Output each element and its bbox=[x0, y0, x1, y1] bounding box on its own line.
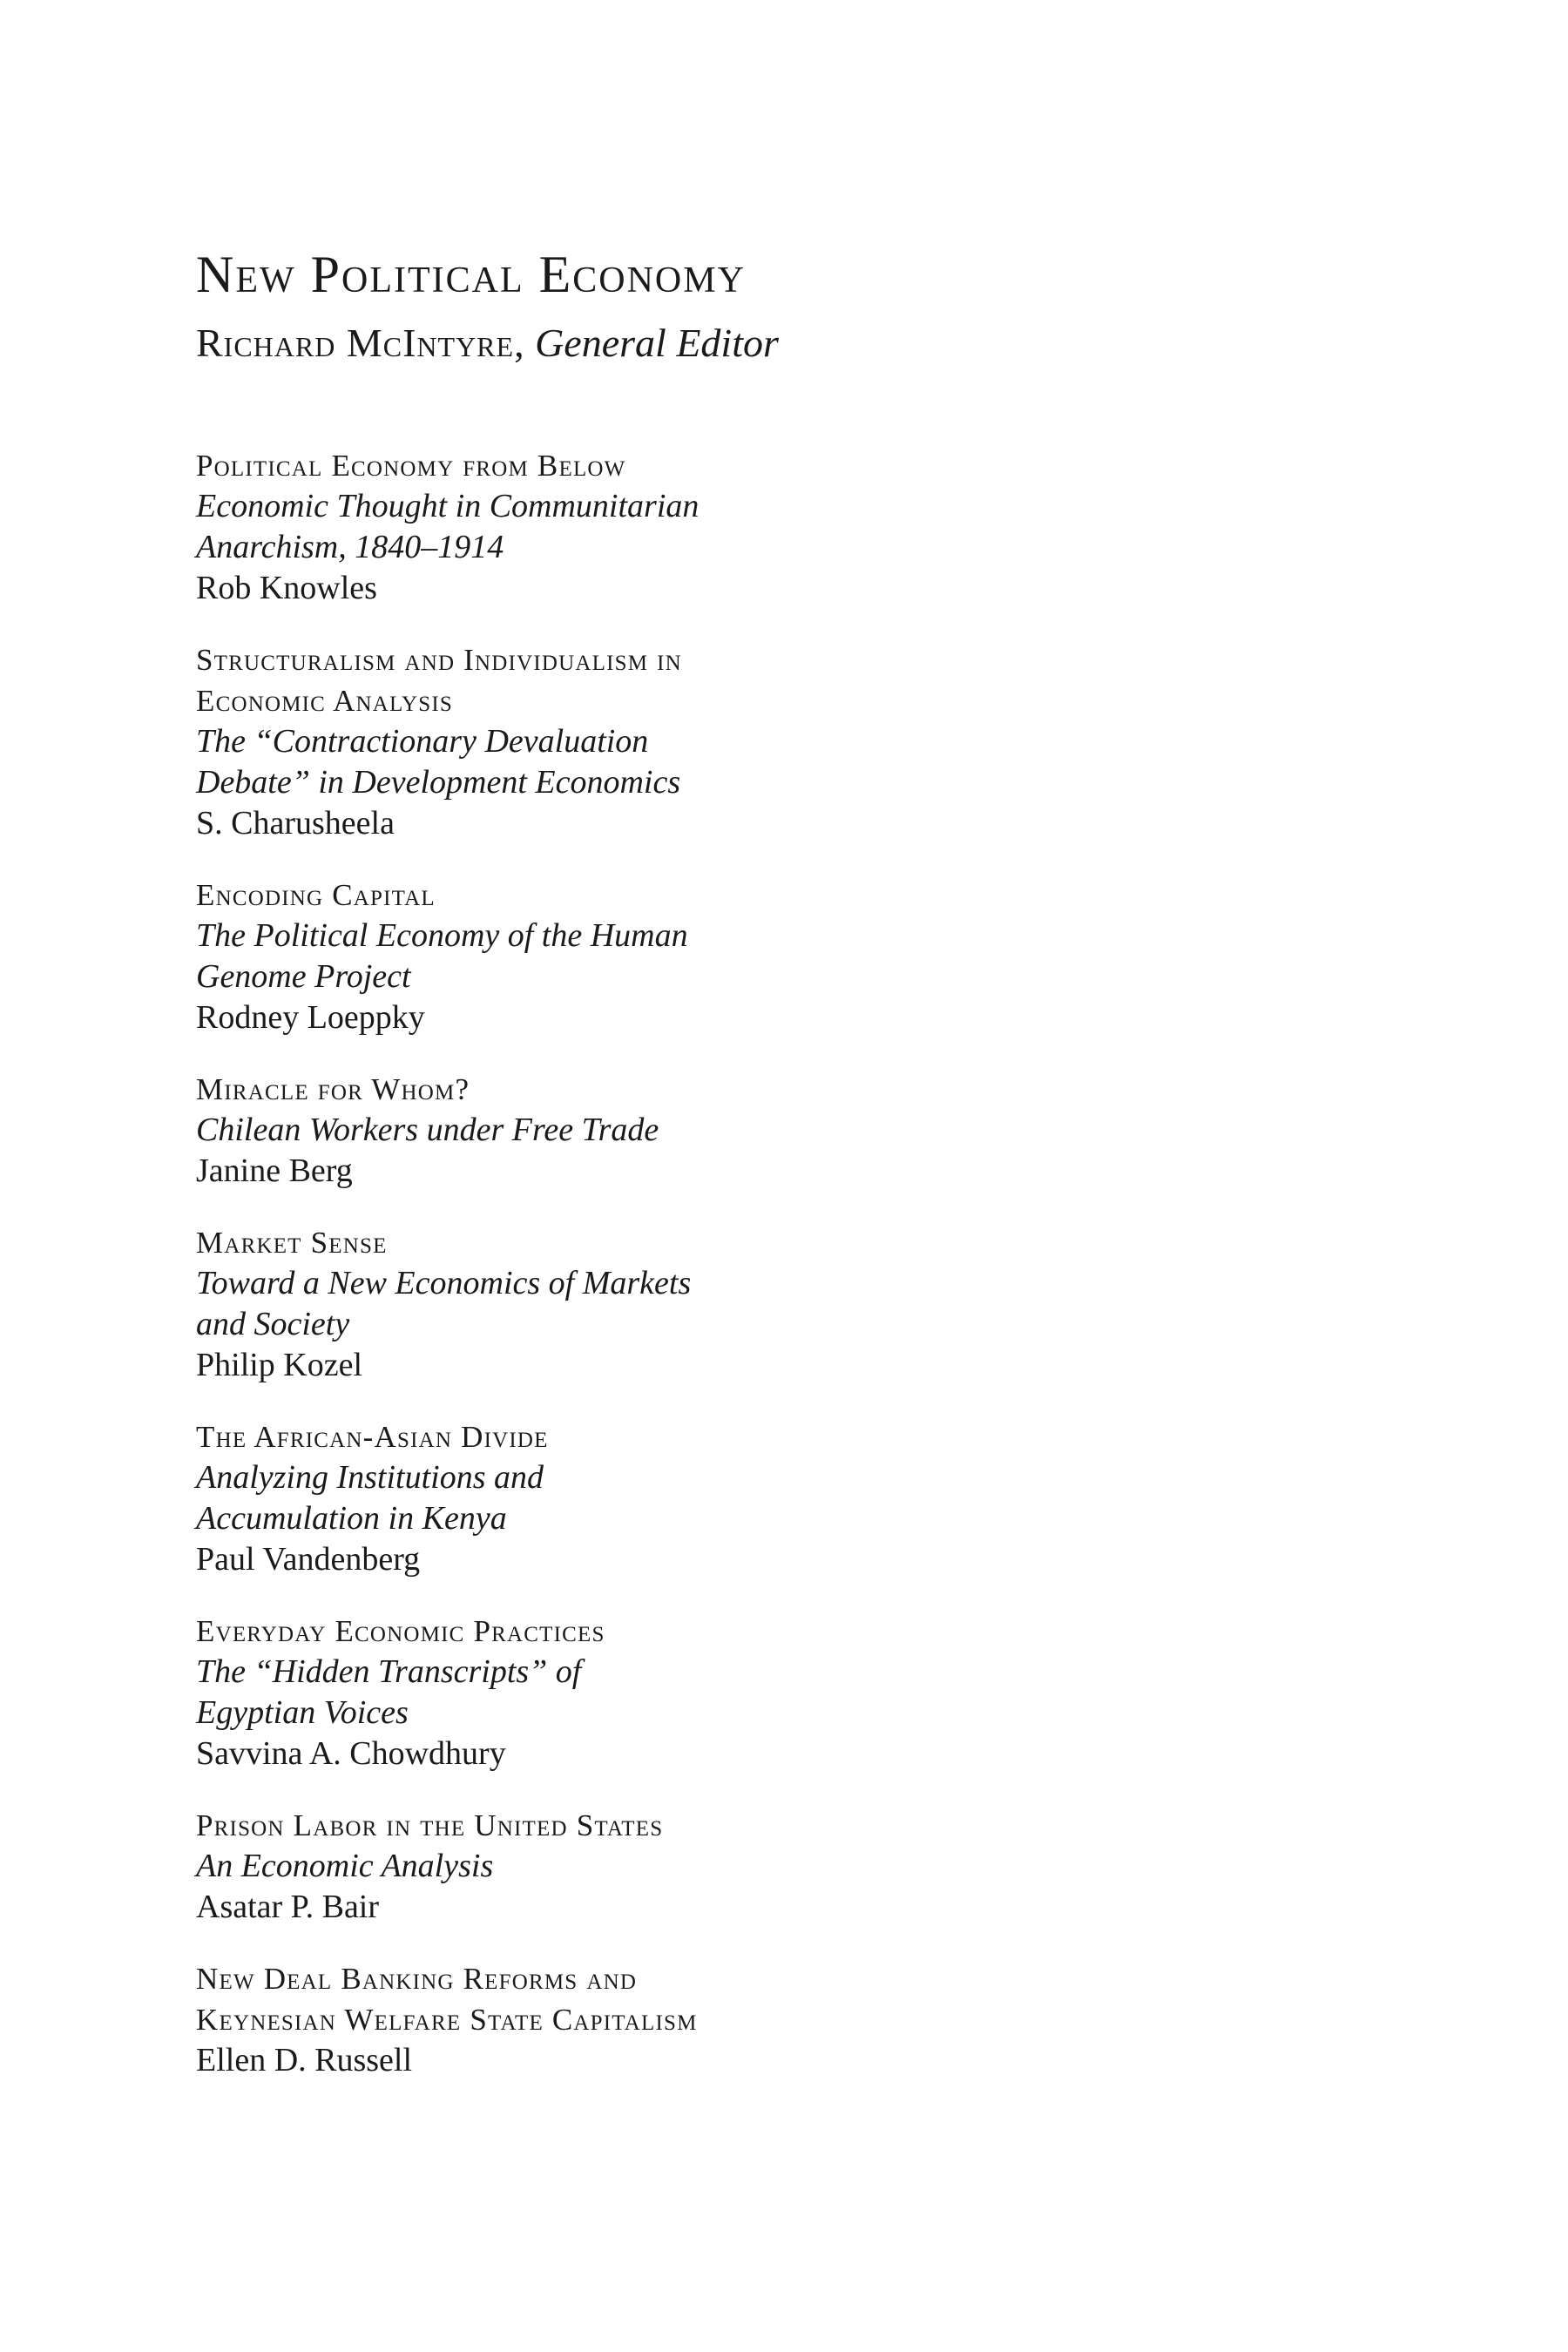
book-title-line: Keynesian Welfare State Capitalism bbox=[196, 2003, 698, 2038]
series-page bbox=[196, 246, 1372, 2112]
book-entry bbox=[196, 875, 1372, 1038]
editor-name: Richard McIntyre, bbox=[196, 321, 525, 365]
book-entry bbox=[196, 1958, 1372, 2081]
book-subtitle bbox=[196, 1652, 1372, 1734]
book-title bbox=[196, 1222, 1372, 1263]
book-subtitle-line: Chilean Workers under Free Trade bbox=[196, 1112, 659, 1149]
book-title bbox=[196, 1611, 1372, 1652]
book-subtitle-line: The “Hidden Transcripts” of bbox=[196, 1653, 582, 1691]
book-title-line: New Deal Banking Reforms and bbox=[196, 1962, 638, 1997]
book-entry bbox=[196, 1611, 1372, 1774]
book-author: Janine Berg bbox=[196, 1152, 353, 1190]
book-subtitle-line: Economic Thought in Communitarian bbox=[196, 488, 700, 525]
book-entry bbox=[196, 1222, 1372, 1386]
book-entry bbox=[196, 445, 1372, 609]
book-author: Paul Vandenberg bbox=[196, 1541, 421, 1578]
book-subtitle-line: The “Contractionary Devaluation bbox=[196, 723, 649, 760]
book-title-line: Encoding Capital bbox=[196, 878, 436, 913]
book-subtitle-line: Accumulation in Kenya bbox=[196, 1500, 507, 1538]
book-subtitle bbox=[196, 1263, 1372, 1345]
book-title bbox=[196, 445, 1372, 486]
book-title-line: Structuralism and Individualism in bbox=[196, 643, 682, 678]
book-author: Rob Knowles bbox=[196, 570, 377, 607]
book-subtitle-line: Toward a New Economics of Markets bbox=[196, 1265, 692, 1302]
book-title-line: Everyday Economic Practices bbox=[196, 1614, 605, 1649]
book-subtitle-line: Genome Project bbox=[196, 958, 411, 996]
book-subtitle bbox=[196, 1846, 1372, 1887]
book-subtitle-line: Anarchism, 1840–1914 bbox=[196, 529, 504, 566]
book-subtitle-line: Analyzing Institutions and bbox=[196, 1459, 544, 1497]
book-subtitle-line: and Society bbox=[196, 1306, 350, 1343]
book-subtitle-line: Debate” in Development Economics bbox=[196, 764, 681, 801]
book-title-line: Market Sense bbox=[196, 1226, 388, 1260]
book-author: Philip Kozel bbox=[196, 1347, 363, 1384]
book-author: Rodney Loeppky bbox=[196, 999, 425, 1037]
editor-role: General Editor bbox=[535, 321, 779, 365]
book-title bbox=[196, 1958, 1372, 2040]
book-author: S. Charusheela bbox=[196, 805, 395, 842]
book-subtitle-line: An Economic Analysis bbox=[196, 1848, 494, 1885]
book-subtitle bbox=[196, 1110, 1372, 1151]
book-author: Ellen D. Russell bbox=[196, 2042, 413, 2079]
series-title: New Political Economy bbox=[196, 246, 746, 303]
book-title bbox=[196, 875, 1372, 916]
book-title bbox=[196, 1416, 1372, 1457]
book-author: Savvina A. Chowdhury bbox=[196, 1735, 506, 1773]
book-title-line: Political Economy from Below bbox=[196, 449, 626, 483]
book-title bbox=[196, 1805, 1372, 1846]
book-list bbox=[196, 445, 1372, 2081]
book-subtitle bbox=[196, 721, 1372, 803]
book-subtitle bbox=[196, 1457, 1372, 1539]
book-title-line: Miracle for Whom? bbox=[196, 1072, 470, 1107]
book-entry bbox=[196, 1805, 1372, 1928]
book-subtitle-line: The Political Economy of the Human bbox=[196, 917, 688, 955]
book-title bbox=[196, 639, 1372, 721]
book-entry bbox=[196, 1416, 1372, 1580]
book-subtitle bbox=[196, 916, 1372, 997]
book-entry bbox=[196, 639, 1372, 844]
book-entry bbox=[196, 1069, 1372, 1192]
book-author: Asatar P. Bair bbox=[196, 1889, 380, 1926]
book-title-line: The African-Asian Divide bbox=[196, 1420, 549, 1455]
book-title-line: Economic Analysis bbox=[196, 684, 454, 719]
book-title-line: Prison Labor in the United States bbox=[196, 1808, 664, 1843]
book-subtitle-line: Egyptian Voices bbox=[196, 1694, 409, 1732]
series-editor bbox=[196, 319, 1372, 367]
book-title bbox=[196, 1069, 1372, 1110]
book-subtitle bbox=[196, 486, 1372, 568]
